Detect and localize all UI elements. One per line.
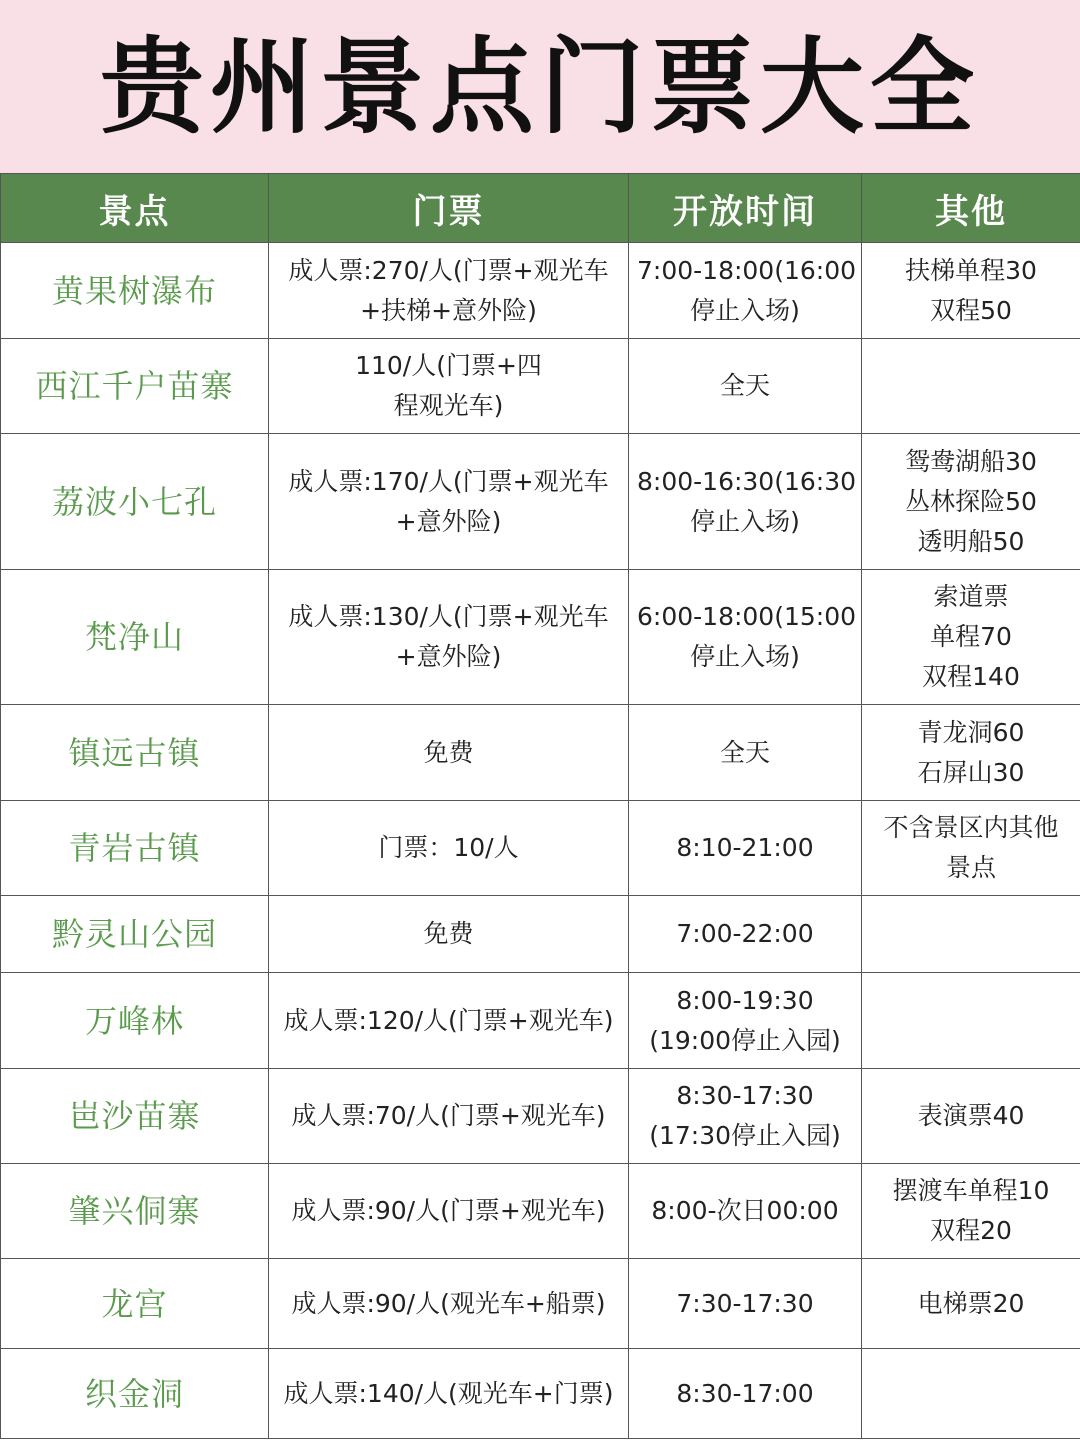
opening-hours-line: 停止入场) [690, 506, 800, 536]
other-info-cell [862, 801, 1080, 896]
attraction-name: 黄果树瀑布 [1, 243, 269, 339]
table-row [1, 1164, 1080, 1259]
other-info-cell [862, 1069, 1080, 1164]
ticket-table [0, 173, 1080, 1439]
other-info-line: 双程140 [922, 662, 1020, 691]
table-row [1, 1069, 1080, 1164]
header-other: 其他 [862, 174, 1080, 243]
opening-hours-cell [629, 570, 862, 705]
opening-hours-cell [629, 1349, 862, 1439]
other-info-line: 单程70 [930, 622, 1012, 651]
table-row [1, 973, 1080, 1069]
opening-hours-cell [629, 243, 862, 339]
opening-hours-cell [629, 339, 862, 434]
opening-hours-cell [629, 801, 862, 896]
other-info-cell [862, 570, 1080, 705]
other-info-cell [862, 434, 1080, 570]
opening-hours-line: 全天 [719, 371, 770, 400]
opening-hours-line: 7:00-18:00(16:00 [637, 255, 857, 285]
opening-hours-line: 停止入场) [690, 295, 800, 325]
ticket-price-cell [269, 1349, 629, 1439]
ticket-price-cell [269, 570, 629, 705]
ticket-price-line: 成人票:120/人(门票+观光车) [283, 1005, 614, 1035]
other-info-cell [862, 1259, 1080, 1349]
attraction-name: 荔波小七孔 [1, 434, 269, 570]
opening-hours-line: 7:00-22:00 [676, 919, 814, 948]
table-row [1, 1259, 1080, 1349]
table-row [1, 896, 1080, 973]
header-attraction: 景点 [1, 174, 269, 243]
other-info-line: 表演票40 [917, 1101, 1025, 1130]
opening-hours-line: 8:10-21:00 [676, 833, 814, 862]
other-info-line: 扶梯单程30 [905, 255, 1037, 285]
other-info-line: 石屏山30 [917, 757, 1025, 787]
opening-hours-line: 8:30-17:30 [676, 1081, 814, 1110]
opening-hours-line: 6:00-18:00(15:00 [637, 602, 857, 631]
ticket-price-line: 成人票:270/人(门票+观光车 [288, 255, 609, 285]
ticket-price-line: +意外险) [395, 642, 502, 671]
opening-hours-line: (19:00停止入园) [649, 1025, 841, 1055]
other-info-cell [862, 1164, 1080, 1259]
ticket-price-line: 成人票:140/人(观光车+门票) [283, 1378, 614, 1408]
ticket-price-line: 程观光车) [393, 391, 504, 420]
ticket-price-cell [269, 801, 629, 896]
ticket-price-cell [269, 339, 629, 434]
ticket-price-line: 成人票:90/人(门票+观光车) [291, 1196, 606, 1225]
ticket-price-line: 门票：10/人 [378, 833, 519, 862]
ticket-price-cell [269, 1164, 629, 1259]
table-row [1, 243, 1080, 339]
table-row [1, 1349, 1080, 1439]
opening-hours-line: 8:00-次日00:00 [651, 1196, 839, 1225]
table-row [1, 570, 1080, 705]
attraction-name: 镇远古镇 [1, 705, 269, 801]
other-info-cell [862, 243, 1080, 339]
ticket-price-line: 成人票:70/人(门票+观光车) [291, 1101, 606, 1130]
opening-hours-line: 8:00-16:30(16:30 [637, 466, 857, 496]
opening-hours-line: 8:00-19:30 [676, 985, 814, 1015]
attraction-name: 西江千户苗寨 [1, 339, 269, 434]
ticket-price-line: 成人票:90/人(观光车+船票) [291, 1288, 606, 1318]
other-info-line: 景点 [945, 853, 996, 882]
ticket-price-cell [269, 973, 629, 1069]
attraction-name: 织金洞 [1, 1349, 269, 1439]
ticket-price-line: +扶梯+意外险) [360, 295, 537, 325]
other-info-cell [862, 973, 1080, 1069]
other-info-line: 透明船50 [917, 526, 1025, 556]
attraction-name: 龙宫 [1, 1259, 269, 1349]
table-row [1, 434, 1080, 570]
opening-hours-line: (17:30停止入园) [649, 1121, 841, 1150]
other-info-cell [862, 705, 1080, 801]
other-info-cell [862, 896, 1080, 973]
opening-hours-cell [629, 1164, 862, 1259]
header-hours: 开放时间 [629, 174, 862, 243]
ticket-price-line: 成人票:130/人(门票+观光车 [288, 602, 609, 631]
other-info-line: 青龙洞60 [917, 717, 1025, 747]
other-info-line: 鸳鸯湖船30 [905, 446, 1037, 476]
opening-hours-cell [629, 705, 862, 801]
attraction-name: 岜沙苗寨 [1, 1069, 269, 1164]
opening-hours-cell [629, 434, 862, 570]
other-info-line: 摆渡车单程10 [892, 1176, 1050, 1205]
ticket-price-line: +意外险) [395, 506, 502, 536]
ticket-price-cell [269, 705, 629, 801]
table-header-row [1, 174, 1080, 243]
attraction-name: 黔灵山公园 [1, 896, 269, 973]
other-info-line: 丛林探险50 [905, 486, 1037, 516]
opening-hours-line: 7:30-17:30 [676, 1288, 814, 1318]
opening-hours-cell [629, 973, 862, 1069]
opening-hours-cell [629, 1259, 862, 1349]
other-info-cell [862, 339, 1080, 434]
ticket-price-cell [269, 243, 629, 339]
other-info-line: 双程50 [930, 295, 1012, 325]
attraction-name: 青岩古镇 [1, 801, 269, 896]
opening-hours-cell [629, 896, 862, 973]
opening-hours-line: 停止入场) [690, 642, 800, 671]
opening-hours-line: 全天 [719, 737, 770, 767]
other-info-line: 电梯票20 [917, 1288, 1025, 1318]
ticket-price-line: 110/人(门票+四 [355, 351, 542, 380]
opening-hours-line: 8:30-17:00 [676, 1378, 814, 1408]
other-info-line: 索道票 [933, 582, 1009, 611]
page-title: 贵州景点门票大全 [99, 25, 980, 148]
opening-hours-cell [629, 1069, 862, 1164]
ticket-price-cell [269, 434, 629, 570]
ticket-price-line: 免费 [423, 737, 474, 767]
ticket-price-cell [269, 1259, 629, 1349]
table-row [1, 705, 1080, 801]
ticket-price-line: 免费 [423, 919, 474, 948]
attraction-name: 万峰林 [1, 973, 269, 1069]
other-info-line: 不含景区内其他 [883, 813, 1059, 842]
table-body [1, 243, 1080, 1439]
ticket-price-line: 成人票:170/人(门票+观光车 [288, 466, 609, 496]
other-info-line: 双程20 [930, 1216, 1012, 1245]
attraction-name: 肇兴侗寨 [1, 1164, 269, 1259]
other-info-cell [862, 1349, 1080, 1439]
attraction-name: 梵净山 [1, 570, 269, 705]
title-banner [0, 0, 1080, 173]
header-ticket: 门票 [269, 174, 629, 243]
ticket-price-cell [269, 1069, 629, 1164]
table-row [1, 339, 1080, 434]
ticket-price-cell [269, 896, 629, 973]
table-row [1, 801, 1080, 896]
